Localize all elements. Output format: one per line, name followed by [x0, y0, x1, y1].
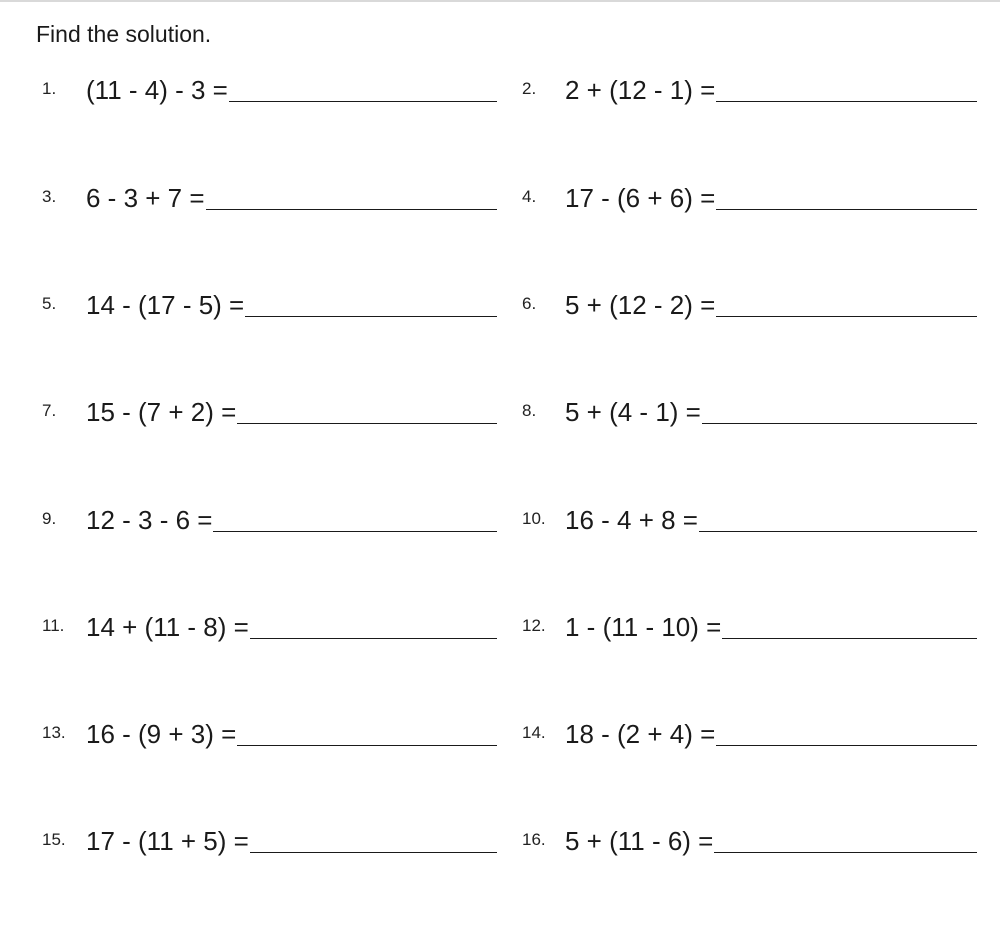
- problem-number: 7.: [42, 401, 57, 420]
- problem-item: [0, 75, 1000, 115]
- answer-blank[interactable]: [699, 531, 977, 532]
- problem-number: 15.: [42, 830, 66, 849]
- problem-number: 8.: [522, 401, 537, 420]
- problem-item: [0, 290, 1000, 330]
- problem-item: [0, 505, 1000, 545]
- problem-item: [0, 183, 1000, 223]
- problem-expression: 2 + (12 - 1) =: [565, 75, 716, 105]
- problem-expression: 16 - (9 + 3) =: [86, 719, 237, 749]
- problem-number: 2.: [522, 79, 537, 98]
- problem-item: [0, 612, 1000, 652]
- problem-expression: 5 + (11 - 6) =: [565, 826, 714, 856]
- problem-expression: 5 + (12 - 2) =: [565, 290, 716, 320]
- top-divider: [0, 0, 1000, 2]
- answer-blank[interactable]: [714, 852, 977, 853]
- problem-expression: (11 - 4) - 3 =: [86, 75, 228, 105]
- problem-item: [0, 826, 1000, 866]
- problem-number: 5.: [42, 294, 57, 313]
- problem-expression: 14 + (11 - 8) =: [86, 612, 249, 642]
- problem-number: 4.: [522, 187, 537, 206]
- problem-number: 16.: [522, 830, 546, 849]
- problem-number: 12.: [522, 616, 546, 635]
- problem-expression: 6 - 3 + 7 =: [86, 183, 205, 213]
- problem-number: 14.: [522, 723, 546, 742]
- answer-blank[interactable]: [716, 316, 977, 317]
- problem-expression: 17 - (6 + 6) =: [565, 183, 716, 213]
- problem-expression: 16 - 4 + 8 =: [565, 505, 698, 535]
- problem-number: 11.: [42, 616, 65, 635]
- answer-blank[interactable]: [702, 423, 977, 424]
- answer-blank[interactable]: [716, 101, 977, 102]
- answer-blank[interactable]: [716, 745, 977, 746]
- problem-expression: 17 - (11 + 5) =: [86, 826, 249, 856]
- problem-number: 1.: [42, 79, 57, 98]
- problem-number: 3.: [42, 187, 57, 206]
- problem-number: 13.: [42, 723, 66, 742]
- problem-expression: 15 - (7 + 2) =: [86, 397, 237, 427]
- problem-expression: 5 + (4 - 1) =: [565, 397, 701, 427]
- answer-blank[interactable]: [716, 209, 977, 210]
- problem-expression: 14 - (17 - 5) =: [86, 290, 245, 320]
- answer-blank[interactable]: [722, 638, 977, 639]
- problem-expression: 1 - (11 - 10) =: [565, 612, 722, 642]
- problem-expression: 12 - 3 - 6 =: [86, 505, 213, 535]
- problem-number: 6.: [522, 294, 537, 313]
- problem-number: 9.: [42, 509, 57, 528]
- worksheet-title: Find the solution.: [36, 21, 212, 47]
- problem-number: 10.: [522, 509, 546, 528]
- problem-item: [0, 719, 1000, 759]
- problem-item: [0, 397, 1000, 437]
- problem-expression: 18 - (2 + 4) =: [565, 719, 716, 749]
